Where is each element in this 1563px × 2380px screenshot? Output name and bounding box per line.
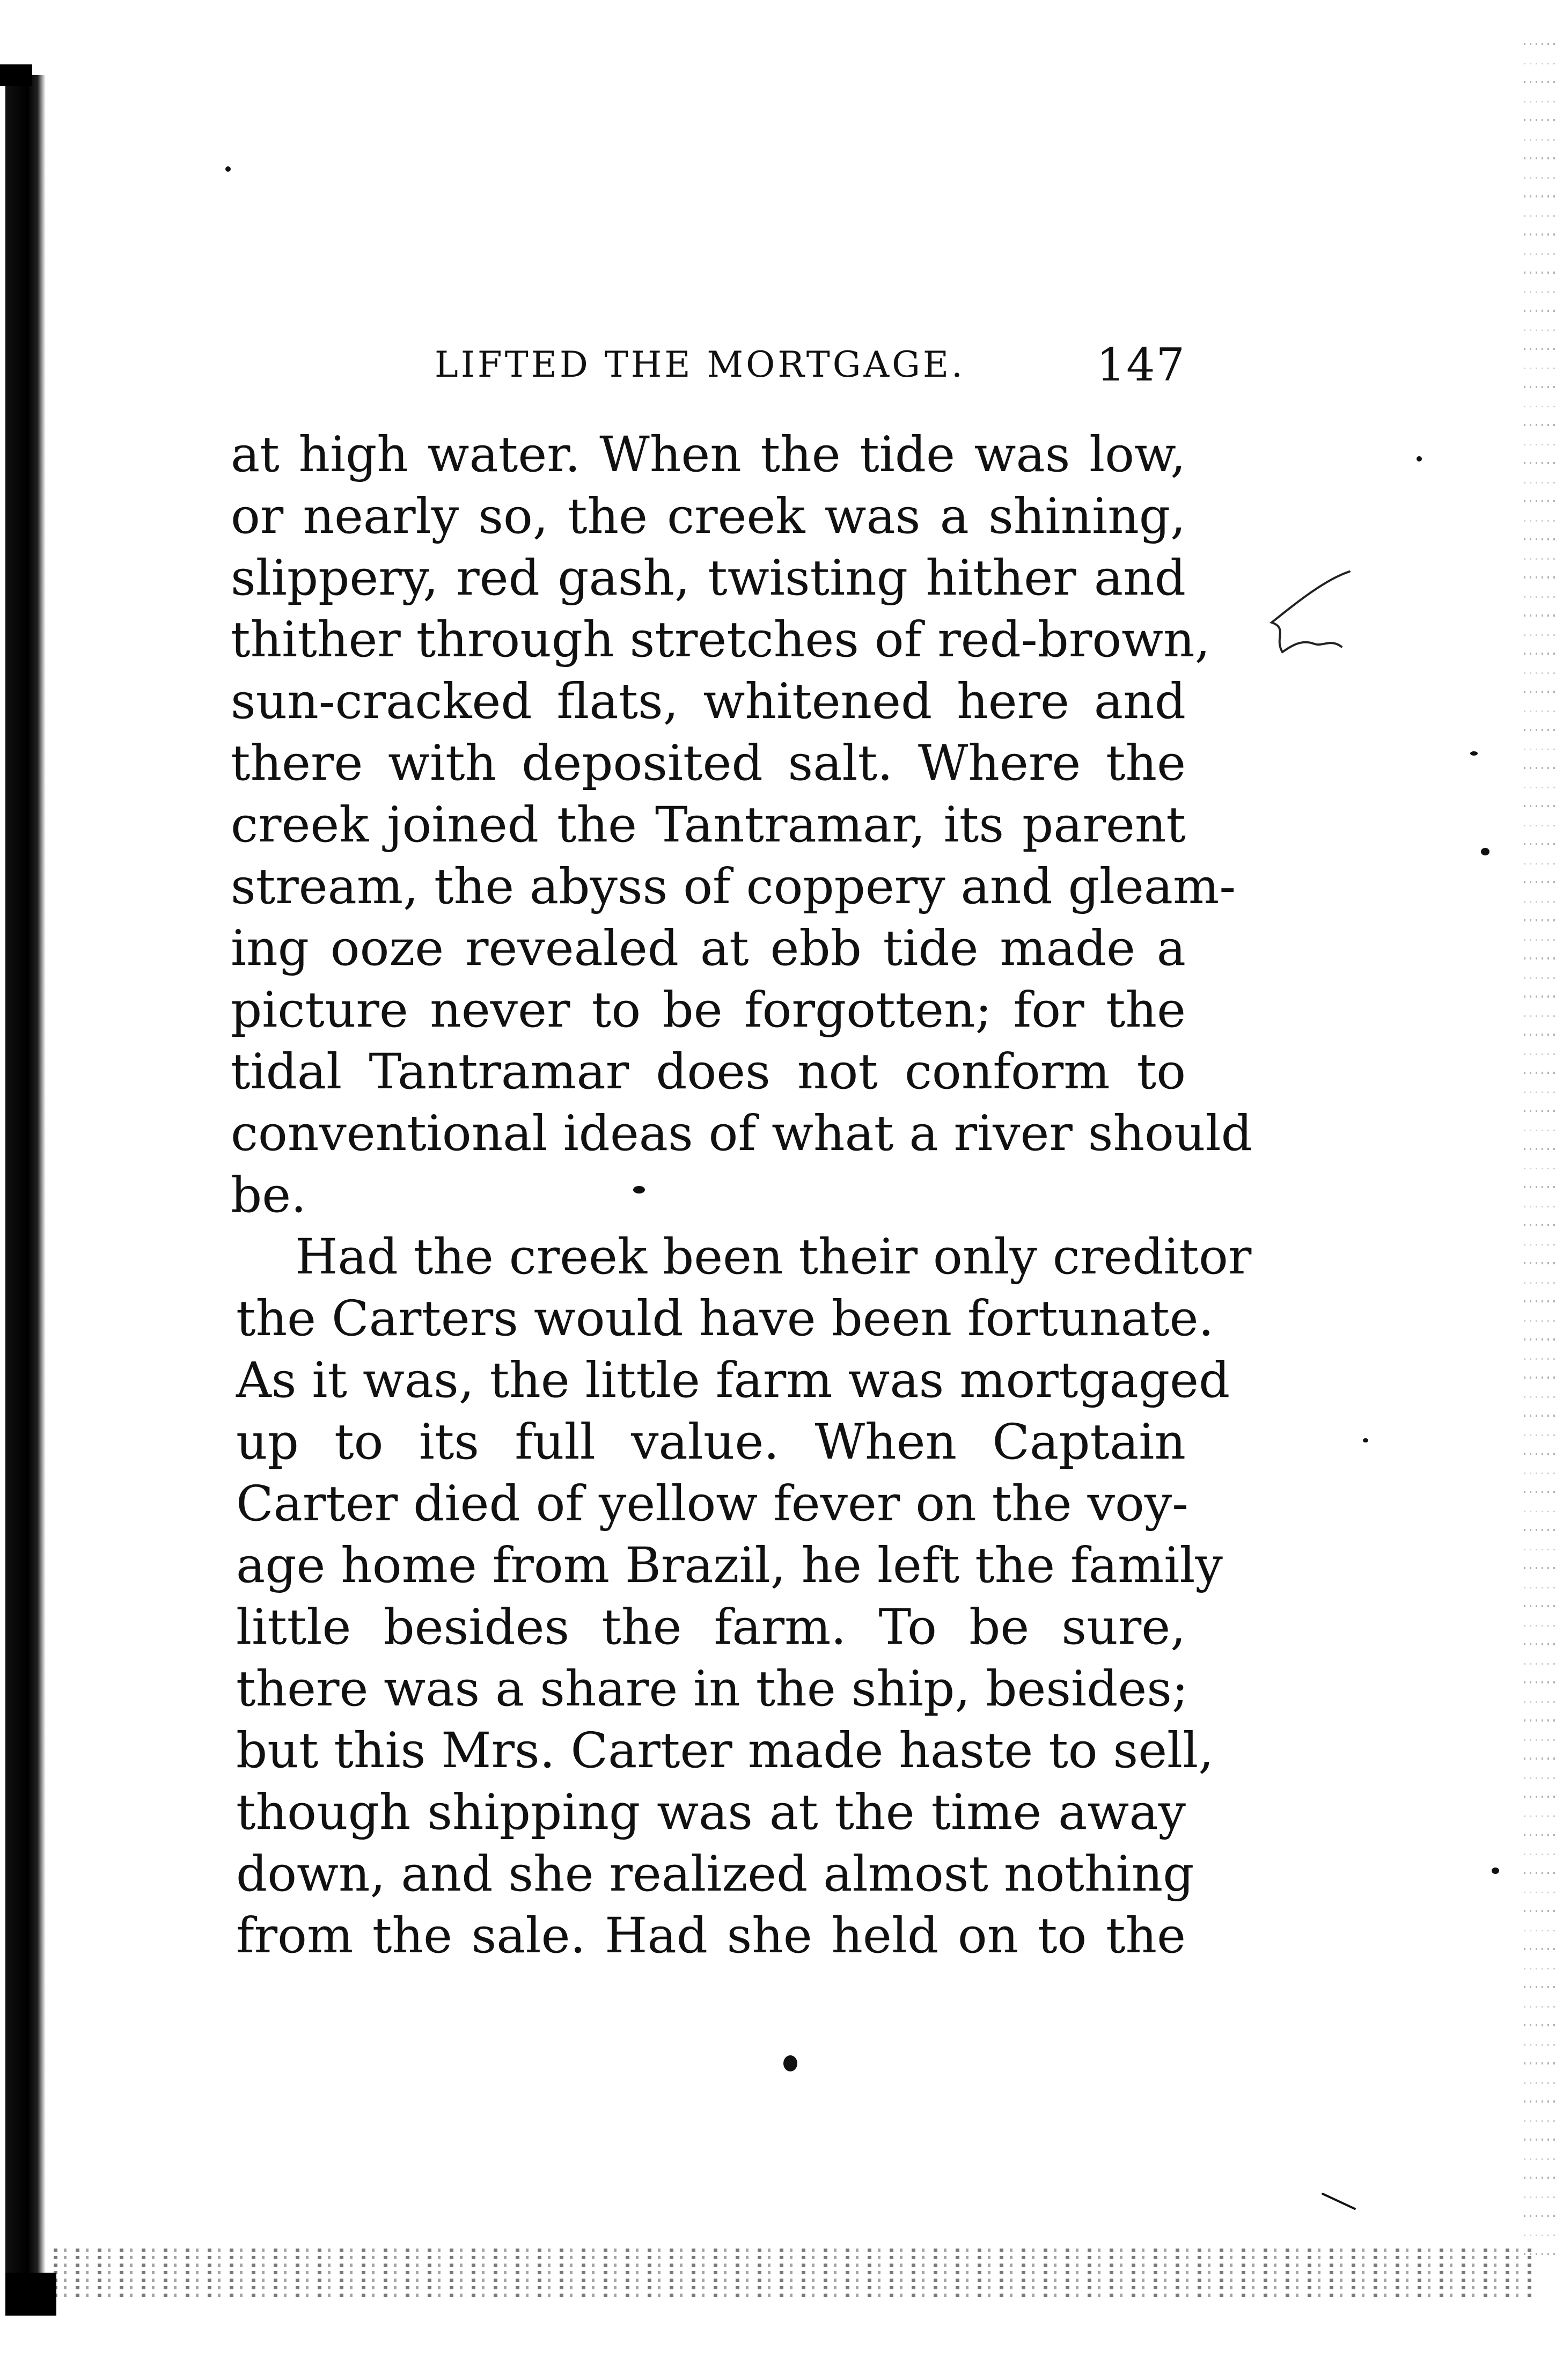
text-line: at high water. When the tide was low, — [231, 427, 1186, 483]
text-line: tidal Tantramar does not conform to — [231, 1044, 1186, 1100]
scan-speck — [1492, 1868, 1499, 1874]
scan-noise-right — [1524, 43, 1556, 2270]
scan-speck — [225, 166, 231, 172]
body-text — [231, 424, 1252, 1967]
text-line: picture never to be forgotten; for the — [231, 982, 1186, 1038]
paragraph-1 — [231, 424, 1252, 1226]
text-line: be. — [231, 1167, 307, 1224]
running-head-title: LIFTED THE MORTGAGE. — [435, 344, 966, 385]
scan-noise-bottom — [54, 2249, 1535, 2297]
text-line: conventional ideas of what a river should — [231, 1105, 1252, 1162]
scan-speck — [1481, 848, 1489, 855]
scan-speck — [1470, 751, 1478, 756]
text-line: there was a share in the ship, besides; — [236, 1661, 1188, 1717]
text-line: sun-cracked flats, whitened here and — [231, 673, 1186, 730]
running-head — [424, 338, 1186, 392]
text-line: ing ooze revealed at ebb tide made a — [231, 920, 1186, 977]
text-line: from the sale. Had she held on to the — [236, 1908, 1186, 1964]
text-line: As it was, the little farm was mortgaged — [236, 1352, 1230, 1409]
text-line: slippery, red gash, twisting hither and — [231, 550, 1186, 606]
text-line: down, and she realized almost nothing — [236, 1846, 1194, 1902]
text-line: or nearly so, the creek was a shining, — [231, 488, 1186, 545]
text-line: Carter died of yellow fever on the voy- — [236, 1476, 1188, 1532]
text-line: little besides the farm. To be sure, — [236, 1599, 1186, 1656]
text-line: the Carters would have been fortunate. — [236, 1291, 1214, 1347]
scanned-binding-edge — [5, 75, 46, 2294]
text-line: thither through stretches of red-brown, — [231, 612, 1210, 668]
paragraph-2 — [231, 1226, 1252, 1967]
text-line: though shipping was at the time away — [236, 1784, 1186, 1841]
page-number: 147 — [1096, 339, 1186, 391]
scan-speck — [783, 2055, 797, 2071]
pencil-mark-margin — [1250, 558, 1374, 687]
text-line: creek joined the Tantramar, its parent — [231, 797, 1186, 853]
text-line: stream, the abyss of coppery and gleam- — [231, 859, 1236, 915]
text-line: up to its full value. When Captain — [236, 1414, 1186, 1470]
scan-speck — [1363, 1438, 1368, 1442]
text-line: Had the creek been their only creditor — [295, 1229, 1252, 1285]
scan-speck — [1321, 2192, 1356, 2210]
text-line: age home from Brazil, he left the family — [236, 1537, 1223, 1594]
scan-speck — [1417, 456, 1422, 462]
text-line: there with deposited salt. Where the — [231, 735, 1186, 792]
text-line: but this Mrs. Carter made haste to sell, — [236, 1723, 1214, 1779]
